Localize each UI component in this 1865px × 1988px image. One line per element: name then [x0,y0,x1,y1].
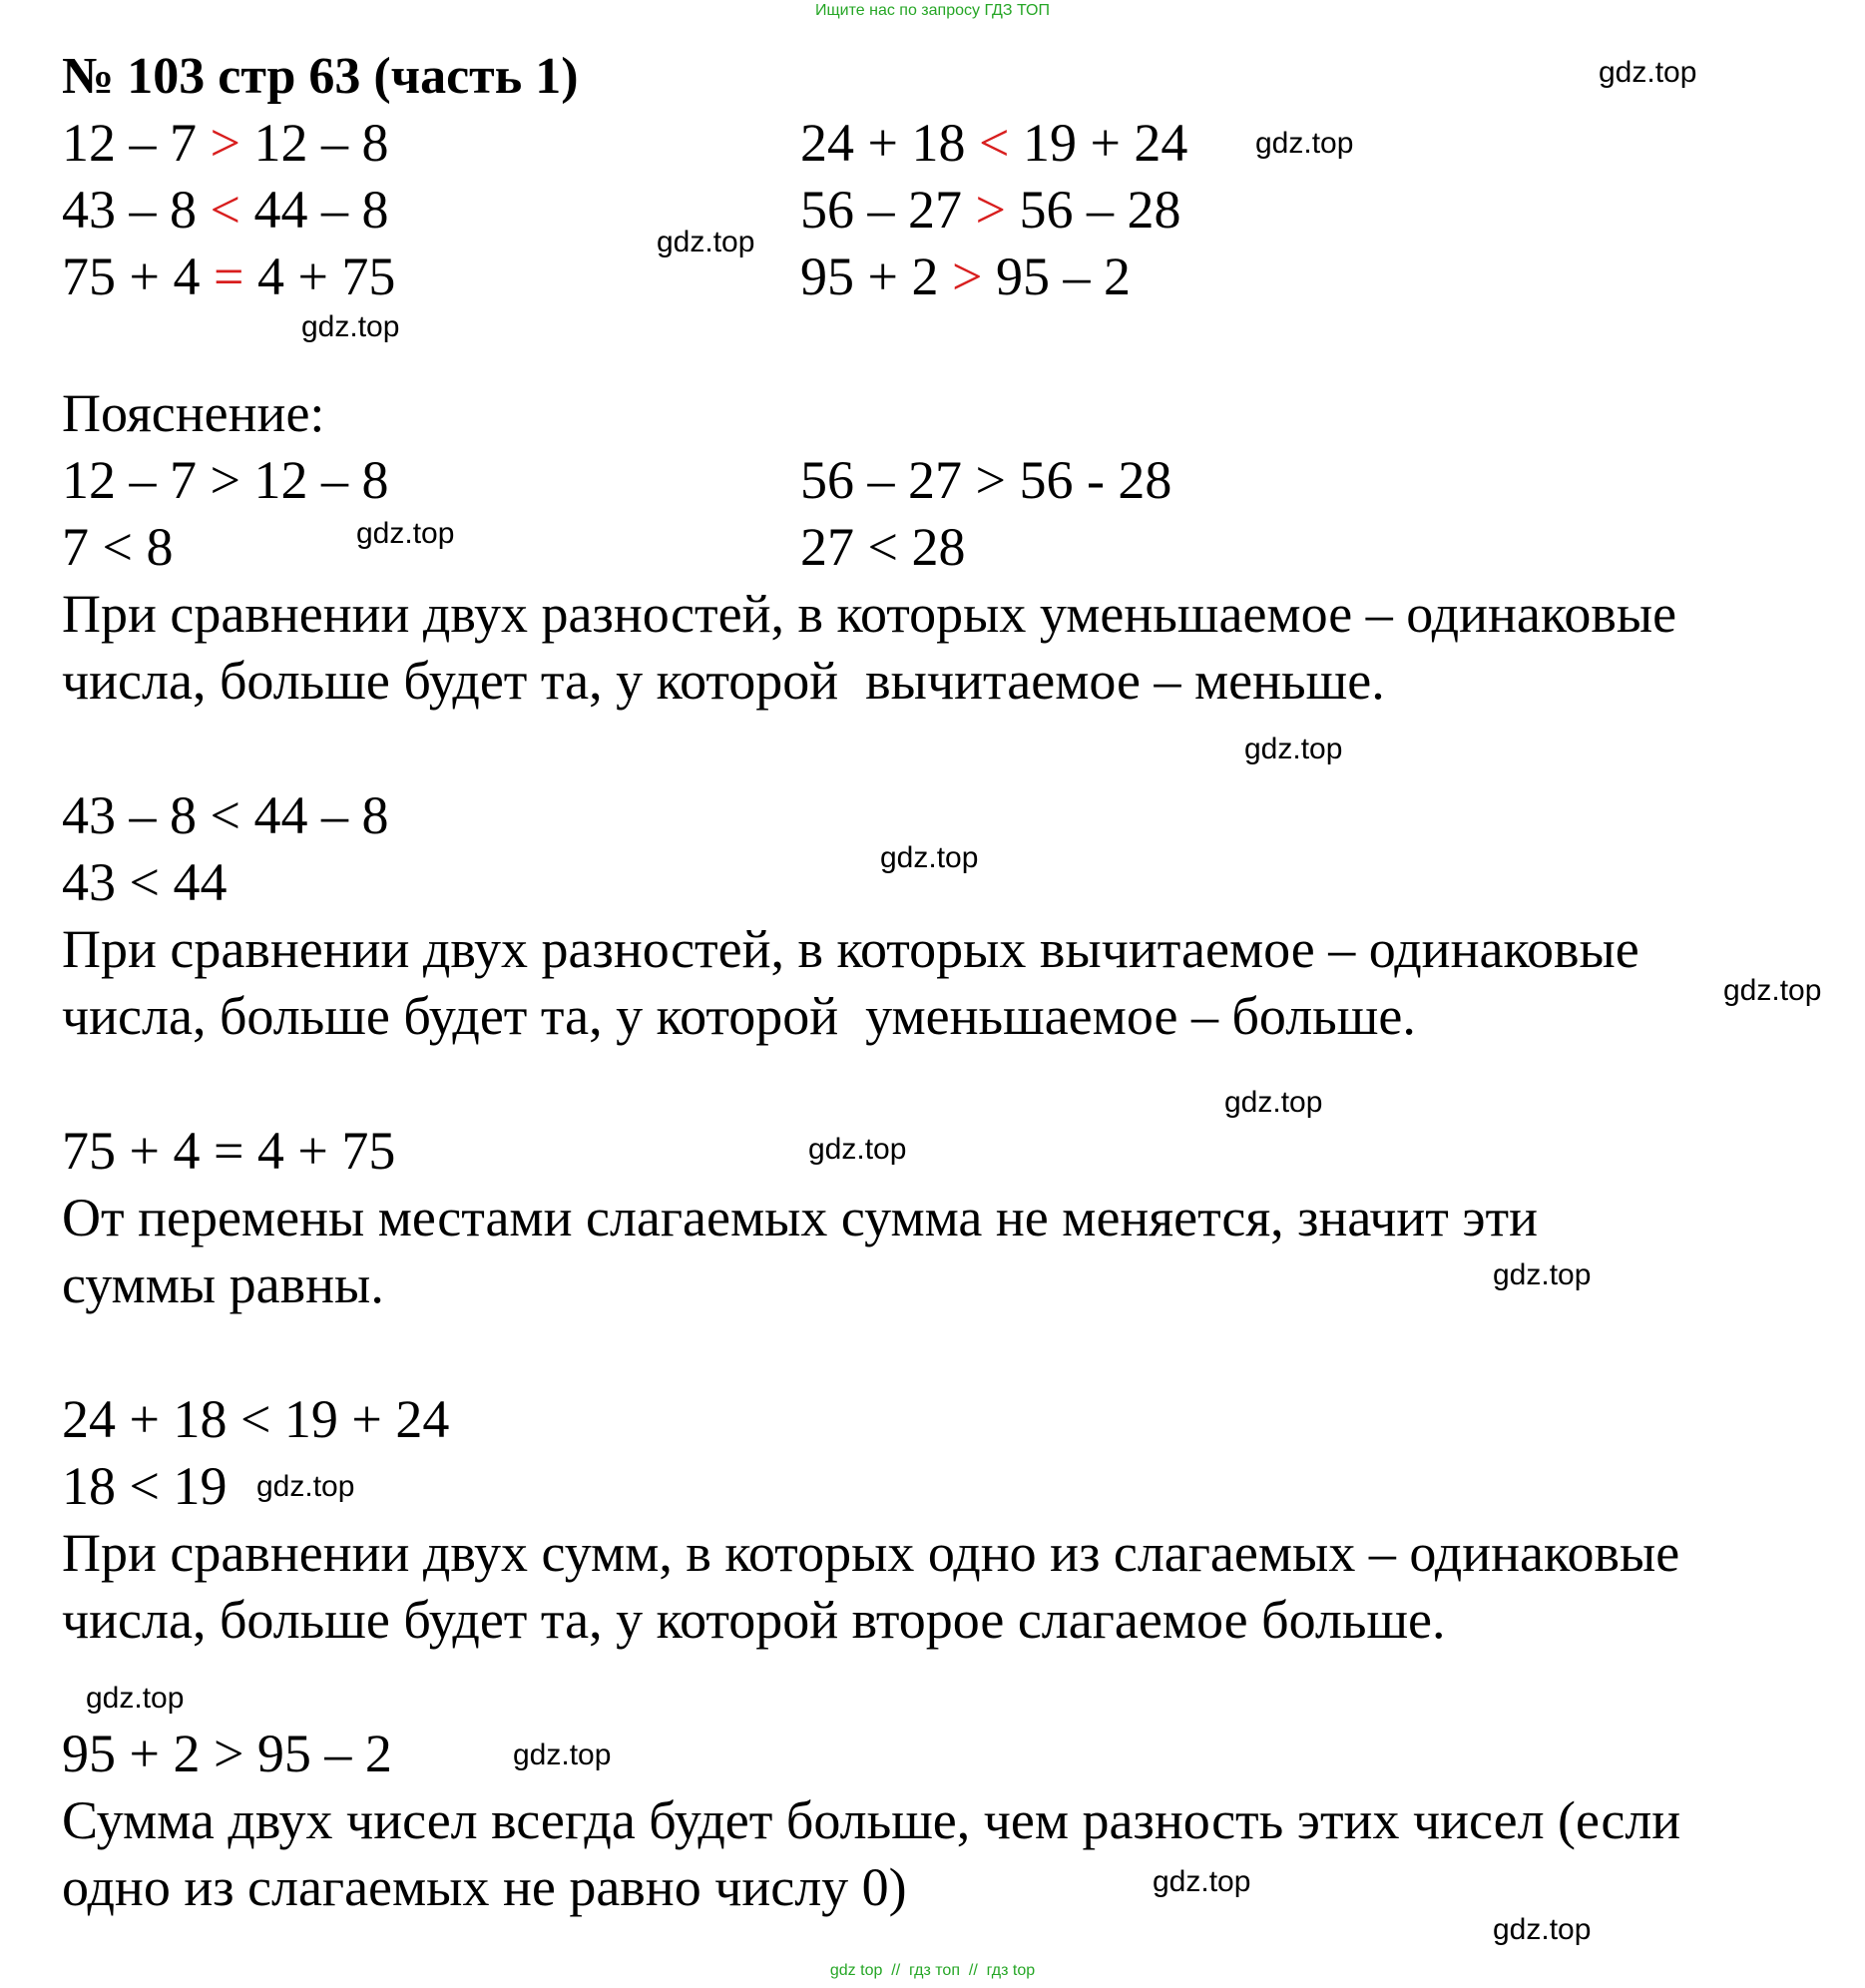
expression-part: 19 + 24 [1009,113,1188,173]
watermark: gdz.top [1493,1258,1592,1291]
block1-right-comparison: 27 < 28 [800,517,966,577]
expression-part: 12 – 7 [62,113,211,173]
expression-part: 4 + 75 [243,247,396,306]
expression-part: 56 – 27 [800,180,976,240]
block1-text-line2: числа, больше будет та, у которой вычитаемое – меньше. [62,651,1385,711]
expression-part: 43 – 8 [62,180,211,240]
block5-text-line1: Сумма двух чисел всегда будет больше, чем разность этих чисел (если [62,1790,1681,1850]
expression-part: 56 – 28 [1005,180,1181,240]
watermark: gdz.top [513,1739,612,1771]
watermark: gdz.top [1244,733,1343,765]
block1-text-line1: При сравнении двух разностей, в которых уменьшаемое – одинаковые [62,584,1677,644]
expression-part: 75 + 4 [62,247,214,306]
relation-sign: > [951,247,983,306]
top-banner: Ищите нас по запросу ГДЗ ТОП [815,2,1050,19]
block2-text-line2: числа, больше будет та, у которой уменьшаемое – больше. [62,986,1416,1046]
block5-text-line2: одно из слагаемых не равно числу 0) [62,1857,907,1917]
relation-sign: > [975,180,1006,240]
expression-part: 95 + 2 [800,247,952,306]
watermark: gdz.top [86,1682,185,1715]
watermark: gdz.top [1723,974,1822,1007]
expression-part: 24 + 18 [800,113,979,173]
answer-left-1 [62,110,388,176]
block4-text-line2: числа, больше будет та, у которой второе слагаемое больше. [62,1590,1446,1650]
expression-part: 12 – 8 [239,113,389,173]
relation-sign: < [210,180,240,240]
block3-text-line2: суммы равны. [62,1254,384,1314]
block3-text-line1: От перемены местами слагаемых сумма не меняется, значит эти [62,1188,1539,1247]
block4-comparison: 18 < 19 [62,1456,228,1516]
block2-comparison: 43 < 44 [62,852,228,912]
watermark: gdz.top [1493,1913,1592,1946]
watermark: gdz.top [1255,127,1354,160]
expression-part: 95 – 2 [982,247,1131,306]
watermark: gdz.top [808,1133,907,1166]
watermark: gdz.top [1224,1086,1323,1119]
block4-text-line1: При сравнении двух сумм, в которых одно из слагаемых – одинаковые [62,1523,1680,1583]
watermark: gdz.top [657,226,755,258]
block1-right-expression: 56 – 27 > 56 - 28 [800,450,1172,510]
bottom-banner: gdz top // гдз топ // гдз top [829,1962,1036,1979]
block1-left-expression: 12 – 7 > 12 – 8 [62,450,389,510]
answer-right-3 [800,244,1131,309]
block2-text-line1: При сравнении двух разностей, в которых вычитаемое – одинаковые [62,919,1639,979]
explanation-heading: Пояснение: [62,383,325,443]
answer-left-2 [62,177,388,243]
page-title: № 103 стр 63 (часть 1) [62,48,579,105]
relation-sign: > [210,113,240,173]
block4-expression: 24 + 18 < 19 + 24 [62,1389,450,1449]
watermark: gdz.top [880,841,979,874]
block3-expression: 75 + 4 = 4 + 75 [62,1121,396,1181]
expression-part: 44 – 8 [239,180,389,240]
answer-left-3 [62,244,395,309]
block2-expression: 43 – 8 < 44 – 8 [62,785,389,845]
relation-sign: = [213,247,244,306]
block1-left-comparison: 7 < 8 [62,517,174,577]
watermark: gdz.top [301,310,400,343]
answer-right-1 [800,110,1187,176]
answer-right-2 [800,177,1180,243]
watermark: gdz.top [256,1470,355,1503]
block5-expression: 95 + 2 > 95 – 2 [62,1724,392,1783]
relation-sign: < [978,113,1010,173]
watermark: gdz.top [356,517,455,550]
watermark: gdz.top [1599,56,1697,89]
watermark: gdz.top [1153,1865,1251,1898]
